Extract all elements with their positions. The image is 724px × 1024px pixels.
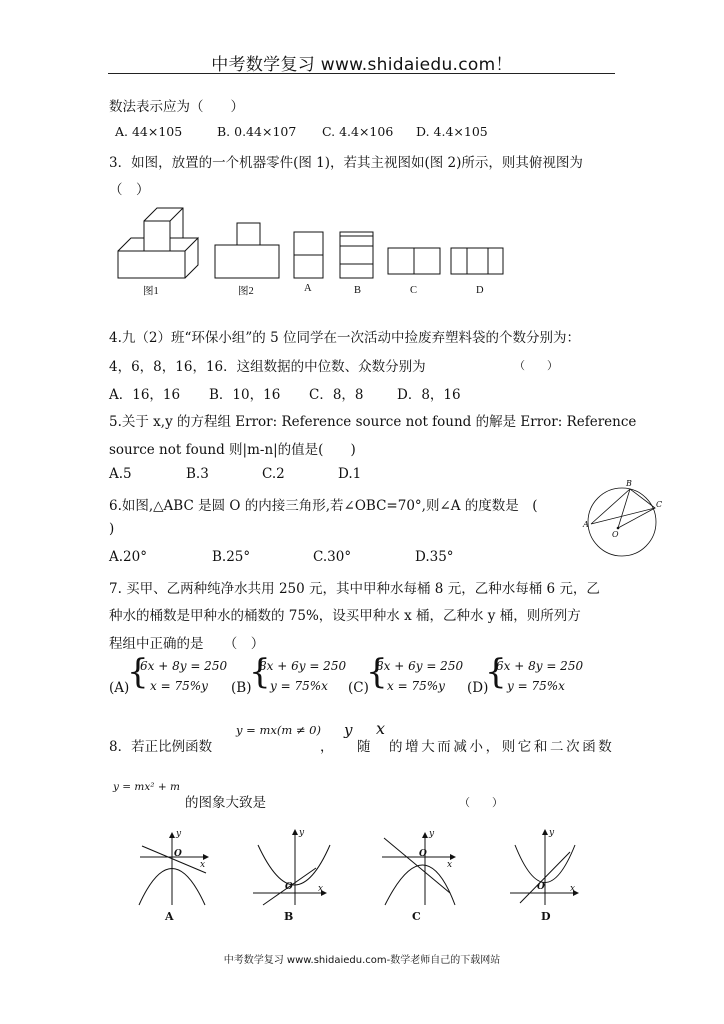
q4-text: 4.九（2）班“环保小组”的 5 位同学在一次活动中捡废弃塑料袋的个数分别为： [109, 330, 580, 346]
q8-text: 8．若正比例函数 [109, 739, 213, 755]
q4-option-c: C．8，8 [309, 387, 364, 403]
q8-label-b: B [284, 910, 294, 923]
q8-text-rest: 的增大而减小，则它和二次函数 [389, 739, 615, 755]
q8-b-x-label: x [318, 884, 324, 894]
q5-option-b: B.3 [186, 466, 209, 482]
q8-x: x [376, 719, 386, 738]
q3-label-c: C [410, 285, 418, 296]
q6-text: 6.如图,△ABC 是圆 O 的内接三角形,若∠OBC=70°,则∠A 的度数是 ( [109, 498, 538, 514]
q4-option-a: A．16，16 [109, 387, 181, 403]
q7-text: 7. 买甲、乙两种纯净水共用 250 元，其中甲种水每桶 8 元，乙种水每桶 6 元，乙 [109, 581, 600, 597]
q7-c-eq2: x = 75%y [387, 679, 445, 693]
q8-label-d: D [541, 910, 551, 923]
q7-option-c-label: (C) [348, 680, 369, 696]
q8-a-y-label: y [176, 829, 182, 839]
q2-option-b: B. 0.44×107 [217, 124, 297, 139]
q2-option-a: A. 44×105 [115, 124, 183, 139]
q2-option-c: C. 4.4×106 [322, 124, 394, 139]
q6-option-c: C.30° [313, 549, 352, 565]
q8-bracket: （ ） [459, 796, 503, 809]
q3-label-fig2: 图2 [238, 286, 254, 297]
q7-d-eq2: y = 75%x [507, 679, 565, 693]
q4-option-d: D．8，16 [397, 387, 461, 403]
q3-label-a: A [304, 283, 312, 294]
q8-text-2: 的图象大致是 [185, 795, 266, 811]
q7-a-eq2: x = 75%y [150, 679, 208, 693]
q8-d-o-label: O [537, 882, 545, 892]
q7-option-b-label: (B) [231, 680, 252, 696]
q3-bracket: （ ） [109, 182, 150, 198]
page-footer: 中考数学复习 www.shidaiedu.com-数学老师自己的下载网站 [223, 955, 501, 966]
q6-label-c: C [656, 500, 663, 509]
q7-b-eq2: y = 75%x [270, 679, 328, 693]
q8-b-o-label: O [285, 882, 293, 892]
q8-d-y-label: y [549, 828, 555, 838]
q3-label-fig1: 图1 [143, 286, 159, 297]
q8-d-x-label: x [570, 884, 576, 894]
q7-text-3: 程组中正确的是 （ ） [109, 636, 265, 652]
q6-label-a: A [583, 520, 589, 529]
q5-option-c: C.2 [262, 466, 285, 482]
q6-option-b: B.25° [212, 549, 251, 565]
q8-c-y-label: y [429, 829, 435, 839]
q7-brace-a: { [127, 652, 149, 692]
q8-label-c: C [412, 910, 421, 923]
q6-label-b: B [626, 479, 632, 488]
q7-a-eq1: 6x + 8y = 250 [140, 659, 228, 673]
q3-text: 3．如图，放置的一个机器零件(图 1)，若其主视图如(图 2)所示，则其俯视图为 [109, 155, 583, 171]
q7-brace-b: { [249, 652, 271, 692]
q8-y: y [344, 721, 353, 739]
q7-brace-d: { [485, 652, 507, 692]
q8-function: y = mx(m ≠ 0) [236, 723, 321, 737]
q5-option-a: A.5 [109, 466, 132, 482]
q5-text: 5.关于 x,y 的方程组 Error: Reference source not found 的解是 Error: Reference [109, 414, 637, 430]
q7-c-eq1: 8x + 6y = 250 [376, 659, 464, 673]
q8-comma: ， [320, 739, 334, 755]
q8-sui: 随 [357, 739, 371, 755]
q2-option-d: D. 4.4×105 [416, 124, 488, 139]
q3-label-b: B [354, 285, 362, 296]
q6-option-d: D.35° [415, 549, 454, 565]
q8-c-x-label: x [447, 860, 453, 870]
q4-bracket: （ ） [514, 359, 558, 372]
q6-text-2: ) [109, 521, 115, 537]
q7-text-2: 种水的桶数是甲种水的桶数的 75%，设买甲种水 x 桶，乙种水 y 桶，则所列方 [109, 608, 581, 624]
q6-option-a: A.20° [109, 549, 147, 565]
q8-a-o-label: O [174, 849, 182, 859]
q7-option-a-label: (A) [109, 680, 130, 696]
q7-option-d-label: (D) [467, 680, 489, 696]
q7-d-eq1: 6x + 8y = 250 [496, 659, 584, 673]
q8-function-2: y = mx² + m [113, 781, 180, 793]
q7-brace-c: { [366, 652, 388, 692]
q6-label-o: O [612, 530, 619, 539]
text-line: 数法表示应为（ ） [109, 99, 244, 115]
q5-text-2: source not found 则|m-n|的值是( ) [109, 442, 356, 458]
page-header: 中考数学复习 www.shidaiedu.com！ [211, 55, 513, 75]
q7-b-eq1: 8x + 6y = 250 [259, 659, 347, 673]
q8-a-x-label: x [200, 860, 206, 870]
q4-option-b: B．10，16 [209, 387, 281, 403]
q8-b-y-label: y [299, 828, 305, 838]
q3-label-d: D [476, 285, 484, 296]
q4-text-2: 4，6，8，16，16．这组数据的中位数、众数分别为 [109, 359, 426, 375]
q8-c-o-label: O [419, 849, 427, 859]
q5-option-d: D.1 [338, 466, 362, 482]
q8-label-a: A [165, 910, 174, 923]
